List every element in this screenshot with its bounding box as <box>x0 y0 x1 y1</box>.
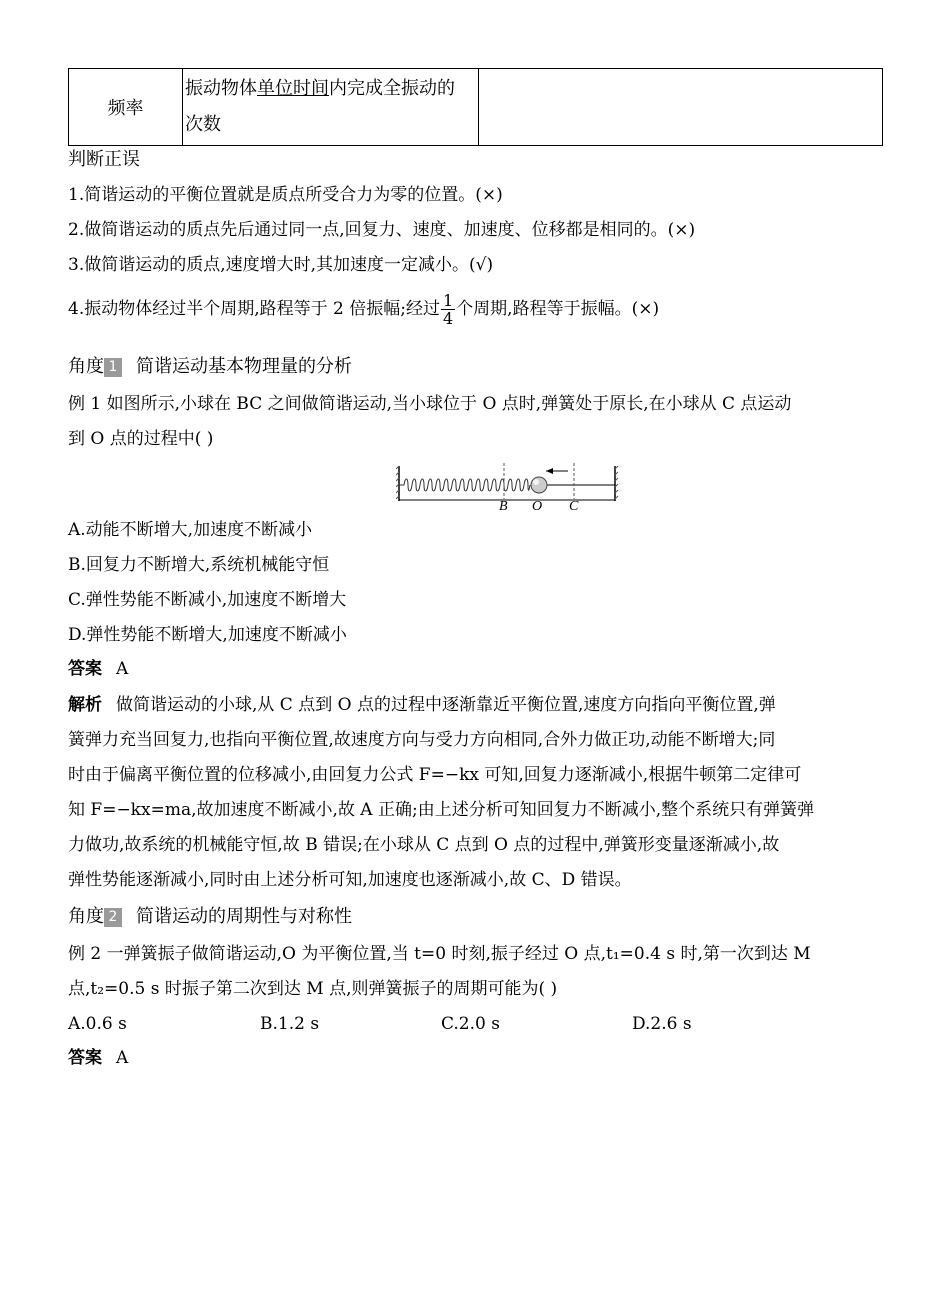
spring <box>399 479 530 491</box>
example-2-line-2: 点,t₂=0.5 s 时振子第二次到达 M 点,则弹簧振子的周期可能为( ) <box>68 979 558 999</box>
angle-title: 简谐运动的周期性与对称性 <box>136 906 352 927</box>
analysis-line-6: 弹性势能逐渐减小,同时由上述分析可知,加速度也逐渐减小,故 C、D 错误。 <box>68 870 632 890</box>
table-term-cell <box>69 69 183 146</box>
angle-title: 简谐运动基本物理量的分析 <box>136 356 352 377</box>
judge-item-1: 1.简谐运动的平衡位置就是质点所受合力为零的位置。(×) <box>68 185 503 205</box>
judge-item-4-b: 个周期,路程等于振幅。(×) <box>456 299 660 319</box>
example-2-answer <box>68 1046 128 1070</box>
spring-ball-figure <box>396 463 621 511</box>
example-1-line-2: 到 O 点的过程中( ) <box>68 429 214 449</box>
judge-title: 判断正误 <box>68 149 140 170</box>
left-wall <box>396 466 399 501</box>
judge-item-4 <box>68 288 659 330</box>
angle-prefix: 角度 <box>68 906 104 927</box>
example-2-line-1: 例 2 一弹簧振子做简谐运动,O 为平衡位置,当 t=0 时刻,振子经过 O 点,t₁=0.4 s 时,第一次到达 M <box>68 944 811 964</box>
definition-underlined: 单位时间 <box>257 78 329 99</box>
example-2-option-c: C.2.0 s <box>441 1014 500 1034</box>
ball <box>531 477 547 493</box>
ball-highlight <box>533 479 539 485</box>
angle-number-badge: 1 <box>104 358 122 377</box>
angle-prefix: 角度 <box>68 356 104 377</box>
analysis-label: 解析 <box>68 695 102 715</box>
label-b: B <box>499 499 508 511</box>
answer-value: A <box>116 659 129 679</box>
fraction-denominator: 4 <box>442 309 454 328</box>
analysis-line-1 <box>68 693 776 717</box>
angle-number-badge: 2 <box>104 908 122 927</box>
example-1-option-d: D.弹性势能不断增大,加速度不断减小 <box>68 625 347 645</box>
example-1-option-a: A.动能不断增大,加速度不断减小 <box>68 520 313 540</box>
analysis-line-5: 力做功,故系统的机械能守恒,故 B 错误;在小球从 C 点到 O 点的过程中,弹簧形变量逐渐减小,故 <box>68 835 780 855</box>
analysis-line-4: 知 F=−kx=ma,故加速度不断减小,故 A 正确;由上述分析可知回复力不断减小,整个系统只有弹簧弹 <box>68 800 815 820</box>
label-c: C <box>569 499 579 511</box>
fraction-numerator: 1 <box>442 291 454 310</box>
answer-label: 答案 <box>68 659 102 679</box>
judge-item-2: 2.做简谐运动的质点先后通过同一点,回复力、速度、加速度、位移都是相同的。(×) <box>68 220 696 240</box>
table-term: 频率 <box>107 98 144 119</box>
definition-table <box>68 68 883 146</box>
label-o: O <box>532 499 543 511</box>
example-1-option-c: C.弹性势能不断减小,加速度不断增大 <box>68 590 347 610</box>
example-2-option-d: D.2.6 s <box>632 1014 692 1034</box>
motion-arrow-icon <box>546 468 568 474</box>
example-1-line-1: 例 1 如图所示,小球在 BC 之间做简谐运动,当小球位于 O 点时,弹簧处于原长,在小球从 C 点运动 <box>68 394 792 414</box>
table-definition-cell <box>183 69 479 146</box>
answer-value: A <box>116 1048 129 1068</box>
definition-text-2: 内完成全振动的 <box>329 78 455 99</box>
analysis-text: 做简谐运动的小球,从 C 点到 O 点的过程中逐渐靠近平衡位置,速度方向指向平衡位置,弹 <box>116 695 776 715</box>
angle-2-heading <box>68 905 352 929</box>
right-wall <box>615 466 618 501</box>
definition-text: 振动物体 <box>185 78 257 99</box>
analysis-line-3: 时由于偏离平衡位置的位移减小,由回复力公式 F=−kx 可知,回复力逐渐减小,根据牛顿第二定律可 <box>68 765 802 785</box>
example-2-option-a: A.0.6 s <box>68 1014 127 1034</box>
analysis-line-2: 簧弹力充当回复力,也指向平衡位置,故速度方向与受力方向相同,合外力做正功,动能不断增大;同 <box>68 730 776 750</box>
judge-item-4-a: 4.振动物体经过半个周期,路程等于 2 倍振幅;经过 <box>68 299 440 319</box>
angle-1-heading <box>68 355 352 379</box>
example-1-answer <box>68 657 128 681</box>
judge-item-3: 3.做简谐运动的质点,速度增大时,其加速度一定减小。(√) <box>68 255 494 275</box>
example-2-option-b: B.1.2 s <box>260 1014 320 1034</box>
definition-text-3: 次数 <box>185 114 221 135</box>
example-1-option-b: B.回复力不断增大,系统机械能守恒 <box>68 555 330 575</box>
table-row <box>69 69 883 146</box>
fraction-quarter <box>441 292 455 327</box>
answer-label: 答案 <box>68 1048 102 1068</box>
table-empty-cell <box>479 69 883 146</box>
